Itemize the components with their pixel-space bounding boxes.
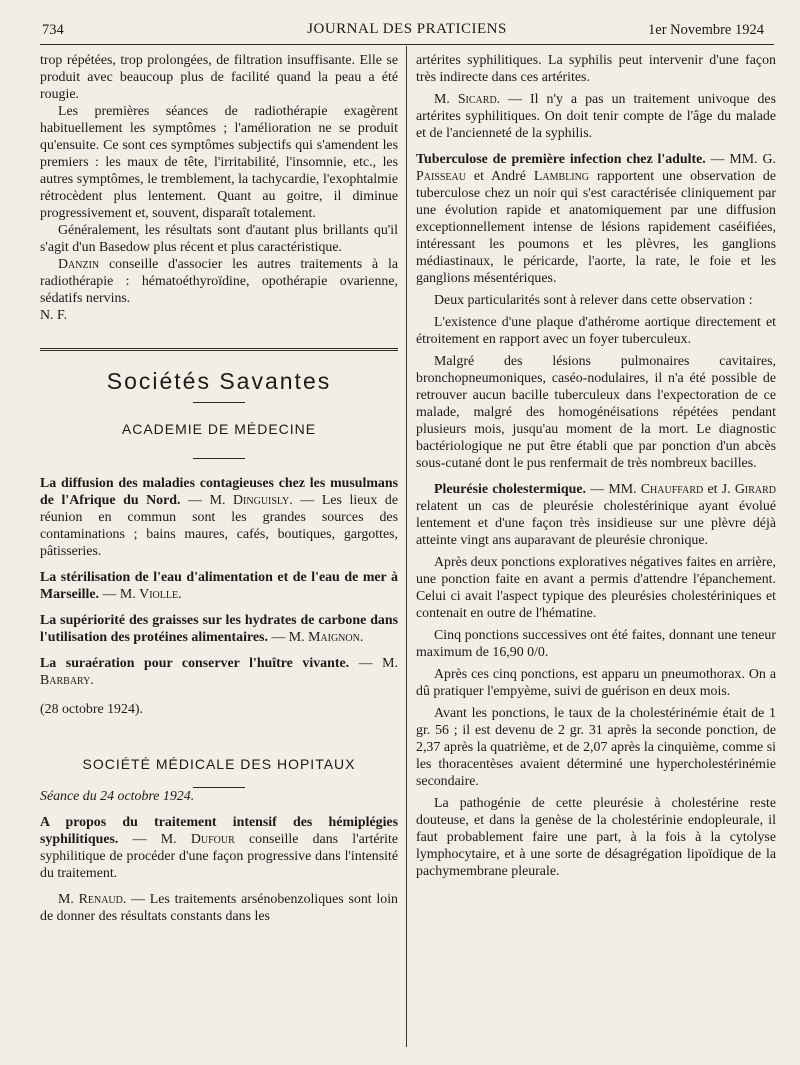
paragraph: Après ces cinq ponctions, est apparu un pneumothorax. On a dû pratiquer l'empyème, suivi de guérison en deux mois.	[416, 667, 776, 699]
paragraph: Malgré des lésions pulmonaires cavitaires, bronchopneumoniques, caséo-nodulaires, il n'a été possible de retrouver aucun bacille tuberculeux dans l'expectoration de ce malade, malgré des homogénéisations répétées pendant plusieurs mois, jusqu'au moment de la mort. Le diagnostic bactériologique ne put être établi que par ponction d'un abcès sous-cutané dont le pus renfermait de très nombreux bacilles.	[416, 354, 776, 471]
session-date: (28 octobre 1924).	[40, 702, 143, 717]
academie-title: ACADEMIE DE MÉDECINE	[121, 421, 317, 437]
author-name: Danzin	[58, 257, 100, 272]
paragraph: artérites syphilitiques. La syphilis peut intervenir d'une façon très indirecte dans ces artérites.	[416, 53, 776, 85]
right-column	[416, 52, 776, 880]
paragraph: Les premières séances de radiothérapie exagèrent habituellement les symptômes ; l'amélioration ne se produit qu'ensuite. Ce sont ces symptômes subjectifs qui s'amendent les premiers : les maux de tête, l'irritabilité, l'insomnie, etc., les autres symptômes, le tremblement, la tachycardie, l'exophtalmie rétrocèdent plus lentement. Quant au goitre, il diminue progressivement et, souvent, disparaît totalement.	[40, 104, 398, 221]
paragraph: Généralement, les résultats sont d'autant plus brillants qu'il s'agit d'un Basedow plus récent et plus caractéristique.	[40, 223, 398, 255]
paragraph: Avant les ponctions, le taux de la cholestérinémie était de 1 gr. 56 ; il est devenu de 2 gr. 31 après la seconde ponction, de 2,37 après la quatrième, et de 2,07 après la cinquième, comme si les thoracentèses avaient déterminé une hypercholestérinémie secondaire.	[416, 706, 776, 789]
issue-date: 1er Novembre 1924	[648, 22, 764, 38]
paragraph: La pathogénie de cette pleurésie à cholestérine reste douteuse, et dans la genèse de la cholestérinie endopleurale, il faut probablement faire une part, à la fois à la cytolyse lymphocytaire, et à une sorte de désagrégation lipoïdique de la pachymembrane pleurale.	[416, 796, 776, 879]
signature: N. F.	[40, 308, 68, 323]
page-number: 734	[42, 22, 64, 38]
report-entry: La suraération pour conserver l'huître vivante. — M. Barbary.	[40, 656, 398, 688]
short-rule	[193, 402, 245, 403]
paragraph: L'existence d'une plaque d'athérome aortique directement et étroitement en rapport avec un foyer tuberculeux.	[416, 315, 776, 347]
paragraph: Cinq ponctions successives ont été faites, donnant une teneur maximum de 16,90 0/0.	[416, 628, 776, 660]
header-rule	[40, 44, 774, 45]
paragraph: Danzin conseille d'associer les autres traitements à la radiothérapie : hématoéthyroïdine, opothérapie ovarienne, sédatifs nervins.	[40, 257, 398, 306]
smh-title: SOCIÉTÉ MÉDICALE DES HOPITAUX	[82, 756, 356, 772]
report-entry: La supériorité des graisses sur les hydrates de carbone dans l'utilisation des protéines alimentaires. — M. Maignon.	[40, 613, 398, 645]
paragraph: M. Sicard. — Il n'y a pas un traitement univoque des artérites syphilitiques. On doit tenir compte de l'âge du malade et de l'ancienneté de la syphilis.	[416, 92, 776, 141]
short-rule	[193, 458, 245, 459]
report-entry: Tuberculose de première infection chez l'adulte. — MM. G. Paisseau et André Lambling rapportent une observation de tuberculose chez un noir qui s'est caractérisée cliniquement par une évolution rapide et anatomiquement par une diffusion exceptionnellement intense de lésions rapidement caséifiées, intéressant les poumons et les plèvres, les ganglions médiastinaux, le péricarde, l'aorte, la rate, le foie et les ganglions mésentériques.	[416, 152, 777, 286]
report-entry: Pleurésie cholestermique. — MM. Chauffard et J. Girard relatent un cas de pleurésie cholestérinique ayant évolué lentement et d'une façon très insidieuse sur une plèvre déjà atteinte vingt ans auparavant de pleurésie chronique.	[416, 482, 776, 548]
page-header	[42, 20, 772, 44]
report-entry: M. Renaud. — Les traitements arsénobenzoliques sont loin de donner des résultats constants dans les	[40, 892, 398, 924]
left-column	[40, 52, 398, 925]
seance-date: Séance du 24 octobre 1924.	[40, 789, 195, 804]
section-title: Sociétés Savantes	[106, 368, 332, 394]
journal-title: JOURNAL DES PRATICIENS	[307, 21, 507, 37]
column-divider	[406, 46, 407, 1047]
report-entry: A propos du traitement intensif des hémiplégies syphilitiques. — M. Dufour conseille dans l'artérite syphilitique de procéder d'une façon progressive dans l'intensité du traitement.	[40, 815, 398, 881]
report-entry: La stérilisation de l'eau d'alimentation et de l'eau de mer à Marseille. — M. Violle.	[40, 570, 398, 602]
paragraph: Après deux ponctions exploratives négatives faites en arrière, une ponction faite en avant a permis d'attendre l'épanchement. Celui ci avait l'aspect typique des pleurésies cholestériniques et contenait en outre de l'hématine.	[416, 555, 776, 621]
section-rule	[40, 348, 398, 351]
report-entry: La diffusion des maladies contagieuses chez les musulmans de l'Afrique du Nord. — M. Dinguisly. — Les lieux de réunion en commun sont les grandes sources des contaminations ; bains maures, cafés, boutiques, gargottes, pâtisseries.	[40, 476, 398, 559]
paragraph: Deux particularités sont à relever dans cette observation :	[434, 293, 753, 308]
paragraph: trop répétées, trop prolongées, de filtration insuffisante. Elle se produit avec beaucoup plus de facilité quand la peau a été rougie.	[40, 53, 398, 102]
